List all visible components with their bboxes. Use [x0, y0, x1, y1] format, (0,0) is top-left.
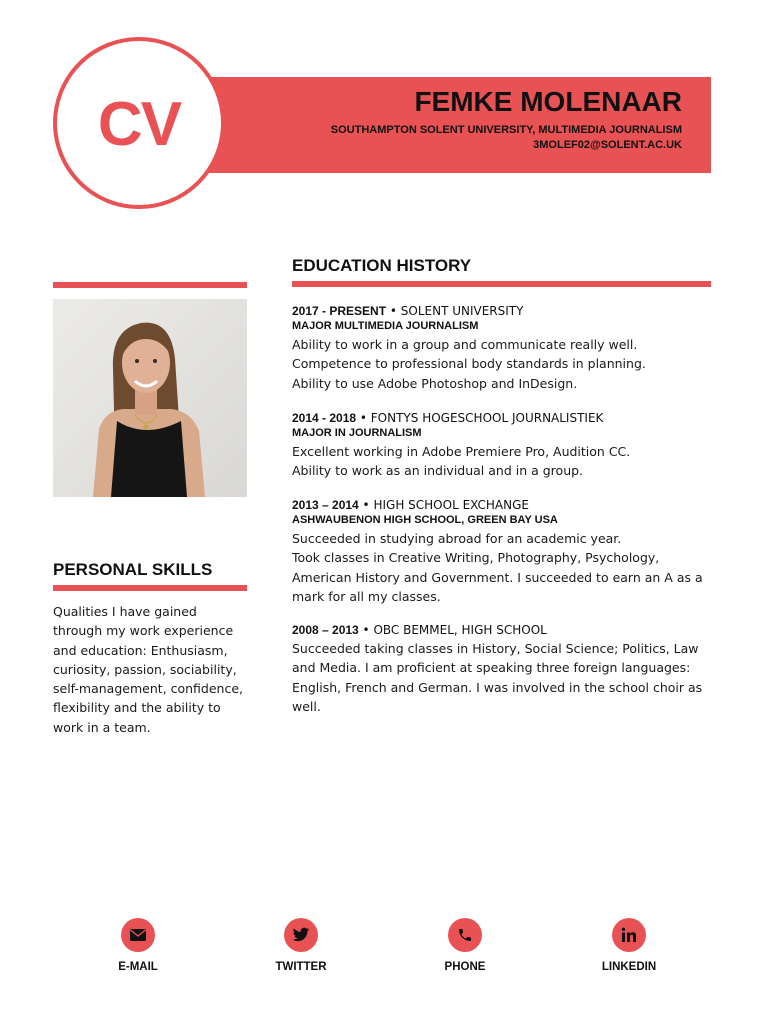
education-entry-heading [292, 303, 712, 319]
education-entry [292, 622, 712, 716]
sidebar-rule-top [53, 282, 247, 288]
education-entry-heading [292, 410, 712, 426]
education-line: English, French and German. I was involved in the school choir as [292, 679, 703, 695]
education-separator: • [356, 411, 371, 425]
education-description [292, 529, 712, 606]
profile-photo [53, 299, 247, 497]
education-entry-heading [292, 497, 712, 513]
skills-text: Qualities I have gained through my work experience and education: Enthusiasm, curiosity, passion, sociability, self-management, confidence, flexibility and the ability to work in a team. [53, 604, 243, 735]
contact-label: LINKEDIN [601, 961, 657, 973]
education-school: HIGH SCHOOL EXCHANGE [373, 498, 529, 512]
education-entry [292, 303, 712, 393]
education-line: Succeeded in studying abroad for an academic year. [292, 531, 622, 546]
cv-logo [53, 37, 225, 209]
education-line: Ability to work as an individual and in a group. [292, 463, 584, 479]
education-major: ASHWAUBENON HIGH SCHOOL, GREEN BAY USA [292, 514, 558, 526]
education-line: American History and Government. I succeeded to earn an A as a [292, 569, 703, 585]
education-line: Succeeded taking classes in History, Social Science; Politics, Law [292, 641, 699, 656]
education-school: SOLENT UNIVERSITY [400, 304, 524, 318]
education-major: MAJOR IN JOURNALISM [292, 427, 422, 439]
contact-twitter[interactable] [241, 918, 361, 973]
education-school: OBC BEMMEL, HIGH SCHOOL [373, 623, 547, 637]
education-rule [292, 281, 711, 287]
education-description [292, 335, 712, 393]
header-details [331, 123, 682, 153]
skills-rule [53, 585, 247, 591]
education-line: Excellent working in Adobe Premiere Pro, Audition CC. [292, 444, 631, 459]
phone-icon[interactable] [448, 918, 482, 952]
education-entry-heading [292, 622, 712, 638]
education-description [292, 639, 712, 716]
education-line: mark for all my classes. [292, 588, 441, 604]
contact-label: TWITTER [275, 961, 327, 973]
linkedin-icon[interactable] [612, 918, 646, 952]
contact-label: PHONE [444, 961, 486, 973]
education-years: 2014 - 2018 [292, 411, 357, 425]
education-separator: • [358, 623, 374, 637]
education-years: 2017 - PRESENT [292, 304, 387, 318]
education-years: 2008 – 2013 [292, 623, 359, 637]
contact-phone[interactable] [405, 918, 525, 973]
twitter-icon[interactable] [284, 918, 318, 952]
education-description [292, 442, 712, 481]
education-separator: • [358, 498, 374, 512]
education-entry [292, 497, 712, 606]
education-years: 2013 – 2014 [292, 498, 359, 512]
header-email[interactable]: 3MOLEF02@SOLENT.AC.UK [533, 139, 682, 151]
education-line: and Media. I am proficient at speaking three foreign languages: [292, 660, 691, 676]
cv-logo-text: CV [97, 89, 181, 159]
education-school: FONTYS HOGESCHOOL JOURNALISTIEK [370, 411, 604, 425]
education-separator: • [386, 304, 401, 318]
education-entry [292, 410, 712, 481]
contact-email[interactable] [78, 918, 198, 973]
education-line: Ability to work in a group and communicate really well. [292, 337, 638, 352]
skills-title: PERSONAL SKILLS [53, 560, 213, 579]
mail-icon[interactable] [121, 918, 155, 952]
education-line: Ability to use Adobe Photoshop and InDesign. [292, 375, 578, 391]
header-subtitle: SOUTHAMPTON SOLENT UNIVERSITY, MULTIMEDIA JOURNALISM [330, 124, 682, 136]
education-line: Competence to professional body standards in planning. [292, 356, 646, 372]
contact-label: E-MAIL [118, 961, 158, 973]
education-title: EDUCATION HISTORY [292, 256, 472, 275]
candidate-name: FEMKE MOLENAAR [414, 86, 682, 117]
contact-linkedin[interactable] [569, 918, 689, 973]
education-line: well. [292, 698, 321, 714]
education-major: MAJOR MULTIMEDIA JOURNALISM [292, 320, 479, 332]
education-line: Took classes in Creative Writing, Photography, Psychology, [292, 550, 660, 566]
